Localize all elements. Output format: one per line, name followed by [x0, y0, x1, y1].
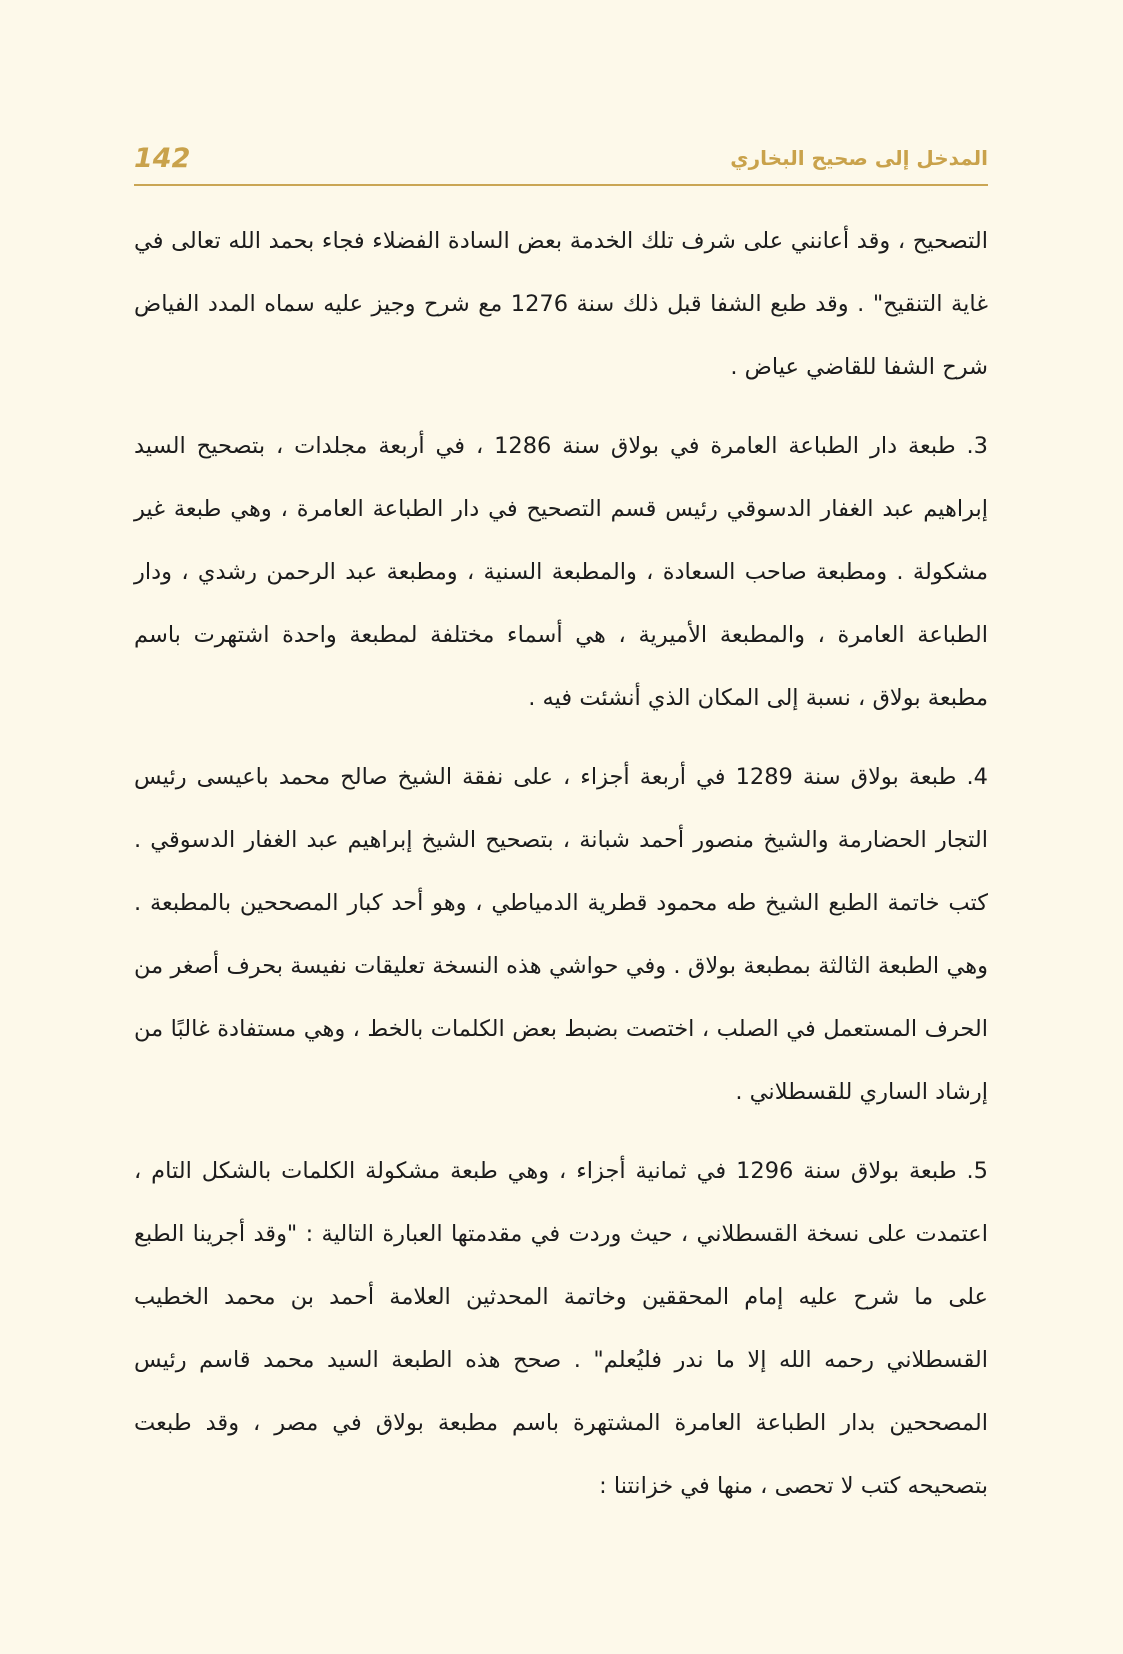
paragraph: 3. طبعة دار الطباعة العامرة في بولاق سنة 1286 ، في أربعة مجلدات ، بتصحيح السيد إبراهيم عبد الغفار الدسوقي رئيس قسم التصحيح في دار الطباعة العامرة ، وهي طبعة غير مشكولة . ومطبعة صاحب السعادة ، والمطبعة السنية ، ومطبعة عبد الرحمن رشدي ، ودار الطباعة العامرة ، والمطبعة الأميرية ، هي أسماء مختلفة لمطبعة واحدة اشتهرت باسم مطبعة بولاق ، نسبة إلى المكان الذي أنشئت فيه . [134, 433, 988, 711]
page-header [134, 128, 988, 186]
page-number: 142 [134, 142, 191, 174]
book-title: المدخل إلى صحيح البخاري [730, 146, 988, 170]
paragraph: 5. طبعة بولاق سنة 1296 في ثمانية أجزاء ، وهي طبعة مشكولة الكلمات بالشكل التام ، اعتمدت على نسخة القسطلاني ، حيث وردت في مقدمتها العبارة التالية : "وقد أجرينا الطبع على ما شرح عليه إمام المحققين وخاتمة المحدثين العلامة أحمد بن محمد الخطيب القسطلاني رحمه الله إلا ما ندر فليُعلم" . صحح هذه الطبعة السيد محمد قاسم رئيس المصححين بدار الطباعة العامرة المشتهرة باسم مطبعة بولاق في مصر ، وقد طبعت بتصحيحه كتب لا تحصى ، منها في خزانتنا : [134, 1158, 988, 1499]
paragraph: 4. طبعة بولاق سنة 1289 في أربعة أجزاء ، على نفقة الشيخ صالح محمد باعيسى رئيس التجار الحضارمة والشيخ منصور أحمد شبانة ، بتصحيح الشيخ إبراهيم عبد الغفار الدسوقي . كتب خاتمة الطبع الشيخ طه محمود قطرية الدمياطي ، وهو أحد كبار المصححين بالمطبعة . وهي الطبعة الثالثة بمطبعة بولاق . وفي حواشي هذه النسخة تعليقات نفيسة بحرف أصغر من الحرف المستعمل في الصلب ، اختصت بضبط بعض الكلمات بالخط ، وهي مستفادة غالبًا من إرشاد الساري للقسطلاني . [134, 764, 988, 1105]
page-body [134, 210, 988, 1534]
paragraph: التصحيح ، وقد أعانني على شرف تلك الخدمة بعض السادة الفضلاء فجاء بحمد الله تعالى في غاية التنقيح" . وقد طبع الشفا قبل ذلك سنة 1276 مع شرح وجيز عليه سماه المدد الفياض شرح الشفا للقاضي عياض . [134, 228, 988, 380]
